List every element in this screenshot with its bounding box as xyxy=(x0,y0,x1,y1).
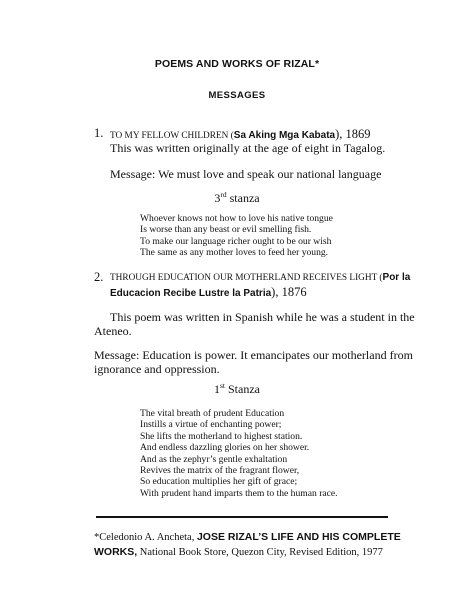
verse-line: So education multiplies her gift of grace; xyxy=(140,476,298,488)
poem-2-stanza-label xyxy=(0,381,474,397)
poem-2-stanza-num: 1 xyxy=(213,382,220,396)
footnote-bold-2: WORKS, xyxy=(94,546,138,558)
footnote-bold-1: JOSE RIZAL’S LIFE AND HIS COMPLETE xyxy=(196,531,401,543)
verse-line: With prudent hand imparts them to the human race. xyxy=(140,487,338,499)
poem-2-note-line-1: This poem was written in Spanish while he was a student in the xyxy=(110,310,415,324)
verse-line: Whoever knows not how to love his native tongue xyxy=(140,213,333,224)
verse-line: Is worse than any beast or evil smelling fish. xyxy=(140,224,312,236)
poem-2-stanza-sup: st xyxy=(219,381,225,390)
footnote-prefix: *Celedonio A. Ancheta, xyxy=(94,532,197,543)
verse-line: The same as any mother loves to feed her young. xyxy=(140,247,329,259)
poem-1-heading xyxy=(110,127,371,142)
poem-2-heading-line-2 xyxy=(110,285,307,300)
footnote-suffix: National Book Store, Quezon City, Revised Edition, 1977 xyxy=(137,547,383,558)
poem-1-verse xyxy=(140,213,333,259)
poem-1-message: Message: We must love and speak our national language xyxy=(110,167,382,181)
poem-2-heading-bold-2: Educacion Recibe Lustre la Patria xyxy=(110,288,272,299)
footnote-divider xyxy=(96,516,388,518)
poem-2-heading-prefix: THROUGH EDUCATION OUR MOTHERLAND RECEIVES LIGHT ( xyxy=(110,273,383,283)
poem-1-heading-prefix: TO MY FELLOW CHILDREN ( xyxy=(110,131,234,141)
poem-1-stanza-label xyxy=(0,190,474,206)
poem-1-stanza-word: stanza xyxy=(226,191,260,205)
poem-1-stanza-sup: rd xyxy=(220,190,227,199)
poem-2-heading-bold-1: Por la xyxy=(382,272,411,283)
footnote-line-2 xyxy=(94,546,383,558)
verse-line: And as the zephyr’s gentle exhaltation xyxy=(140,453,288,465)
verse-line: To make our language richer ought to be our wish xyxy=(140,235,332,247)
poem-2-message-line-1: Message: Education is power. It emancipates our motherland from xyxy=(94,348,413,362)
poem-2-note-line-2: Ateneo. xyxy=(94,324,132,338)
poem-2-number: 2. xyxy=(94,270,104,284)
verse-line: And endless dazzling glories on her shower. xyxy=(140,442,310,454)
poem-2-stanza-word: Stanza xyxy=(225,382,260,396)
poem-2-heading-line-1 xyxy=(110,272,410,283)
poem-1-stanza-num: 3 xyxy=(214,191,221,205)
verse-line: The vital breath of prudent Education xyxy=(140,408,285,419)
poem-1-number: 1. xyxy=(94,126,104,140)
poem-2-heading-suffix: ), 1876 xyxy=(271,285,307,299)
poem-1-note: This was written originally at the age of eight in Tagalog. xyxy=(110,141,386,155)
poem-1-heading-bold: Sa Aking Mga Kabata xyxy=(233,130,336,141)
page-title: POEMS AND WORKS OF RIZAL* xyxy=(154,58,320,70)
verse-line: Instills a virtue of enchanting power; xyxy=(140,419,282,431)
poem-1-heading-suffix: ), 1869 xyxy=(335,127,371,141)
verse-line: She lifts the motherland to highest station. xyxy=(140,430,303,442)
poem-2-message-line-2: ignorance and oppression. xyxy=(94,362,220,376)
poem-2-verse xyxy=(140,408,338,499)
verse-line: Revives the matrix of the fragrant flower, xyxy=(140,465,300,477)
footnote-line-1 xyxy=(94,531,401,543)
section-title: MESSAGES xyxy=(208,90,266,101)
